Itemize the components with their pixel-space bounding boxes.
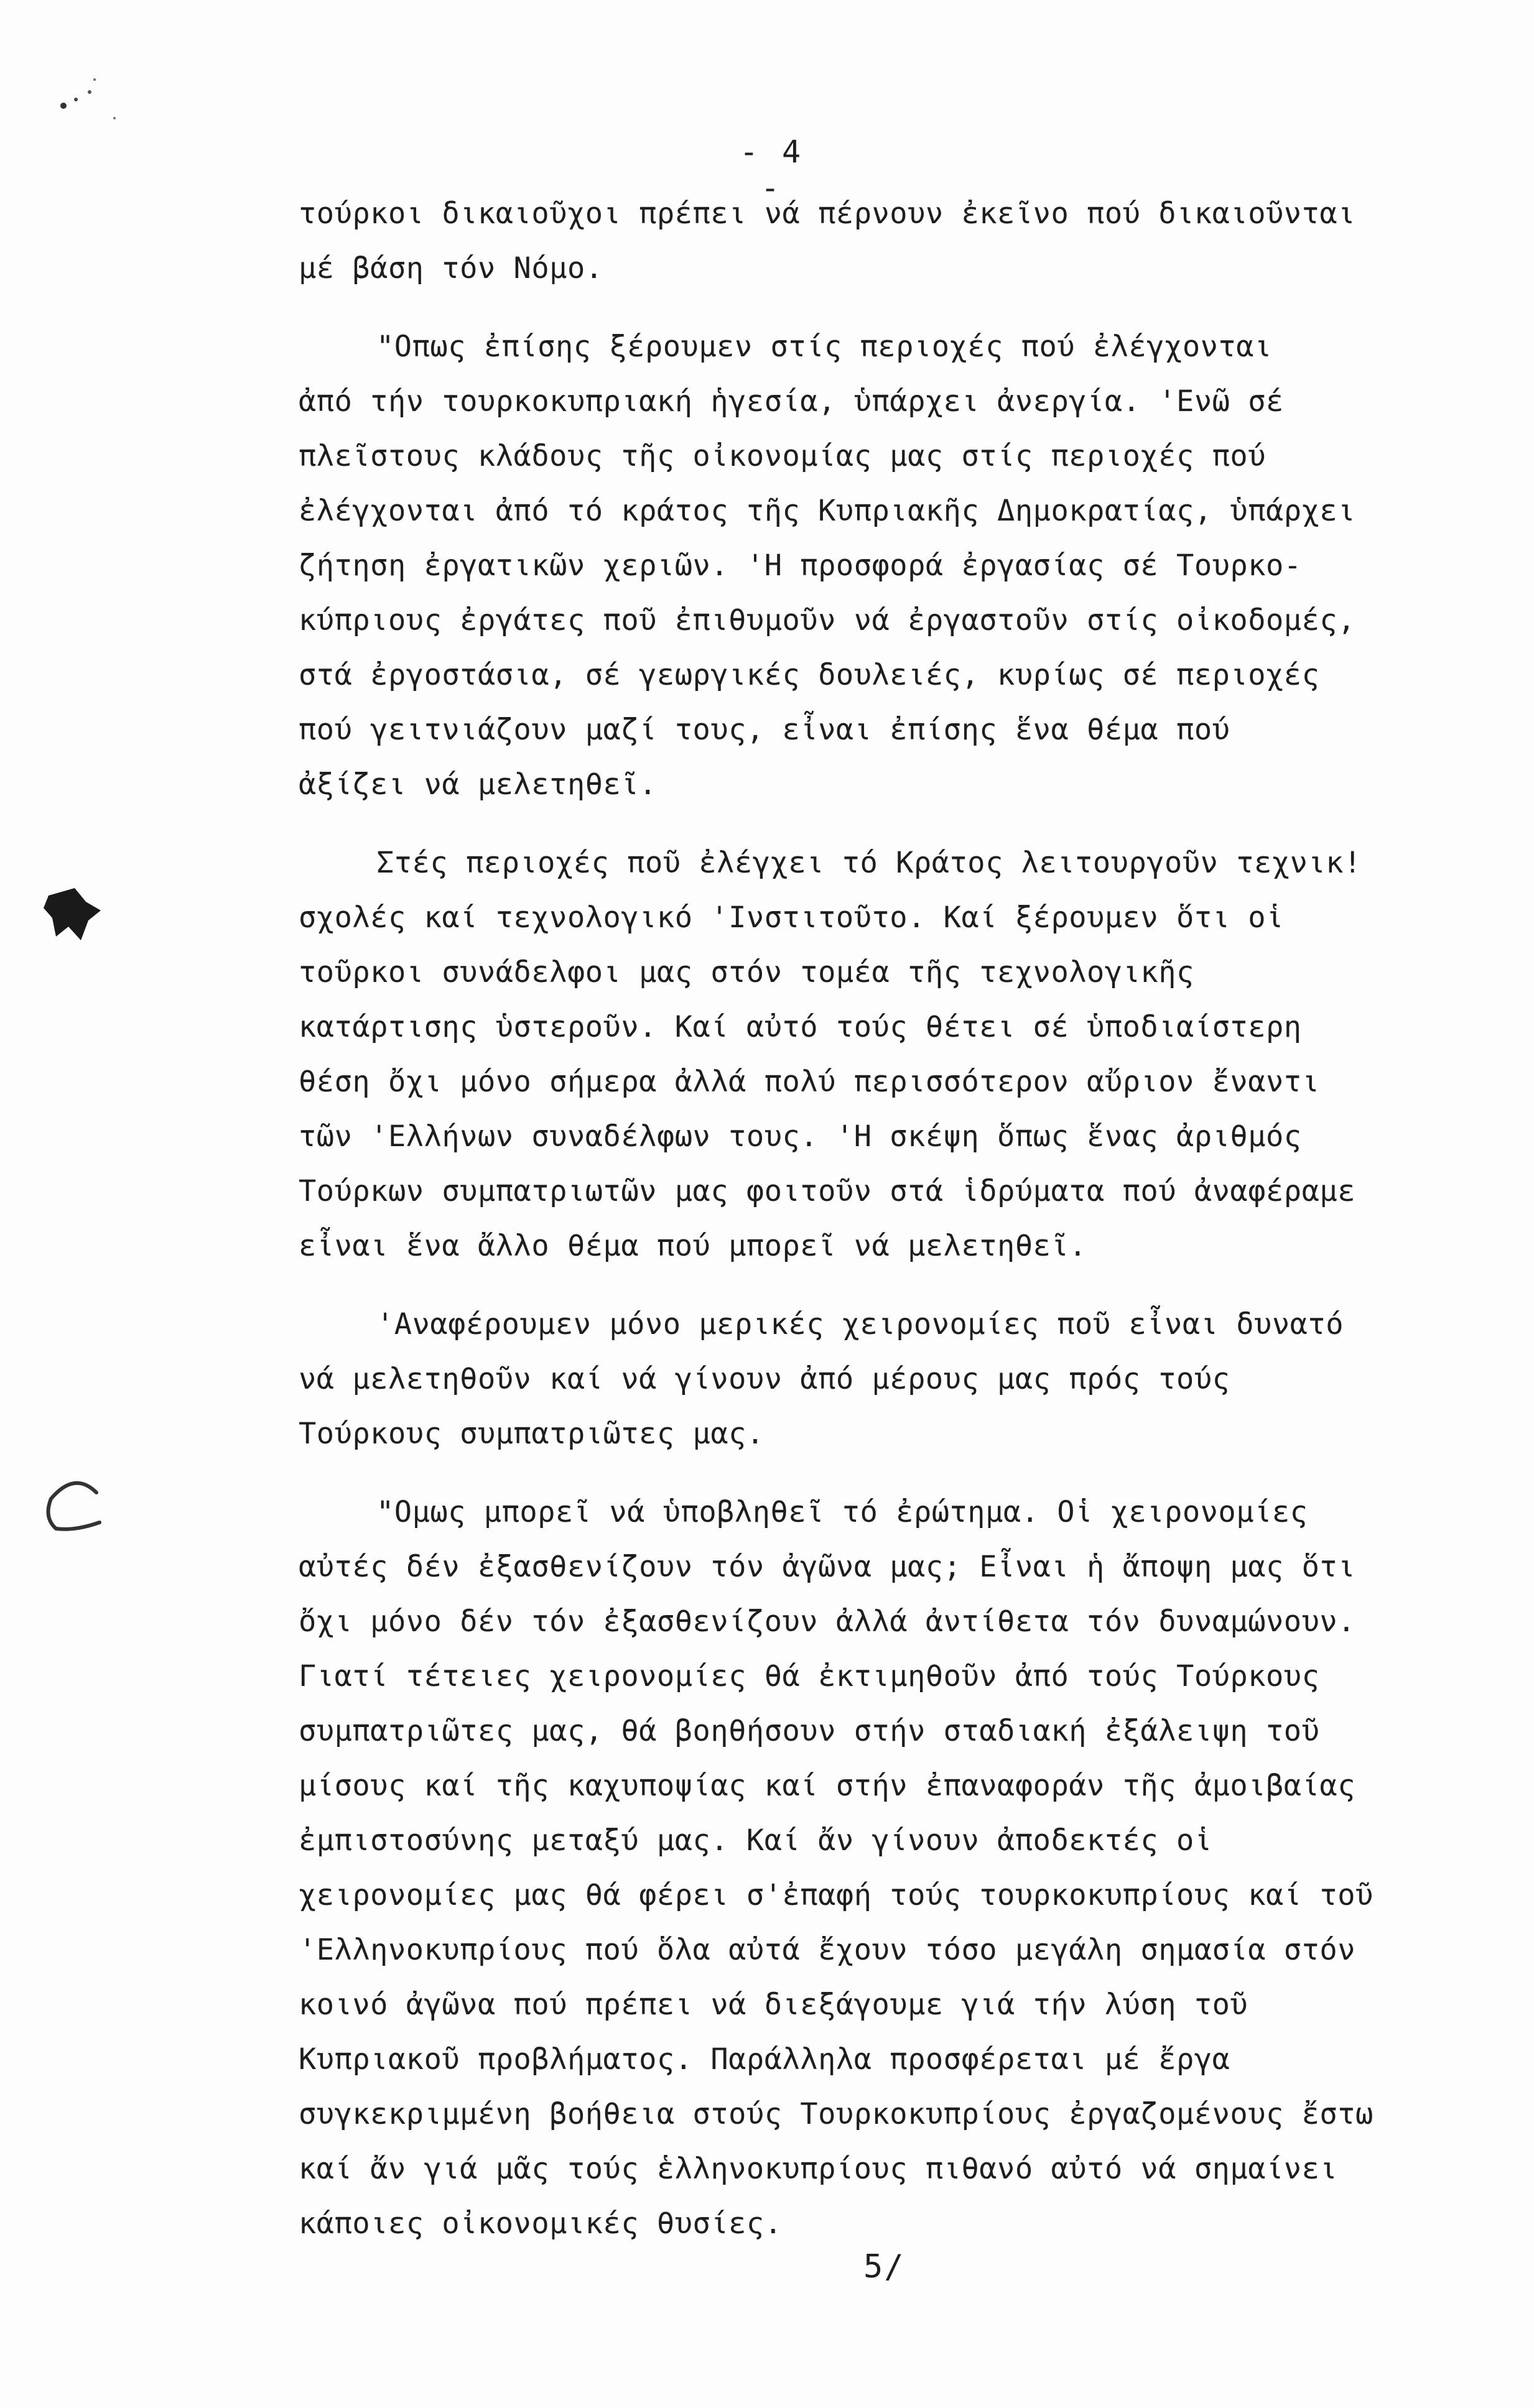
text-line: Τούρκων συμπατριωτῶν μας φοιτοῦν στά ἱδρύματα πού ἀναφέραμε <box>299 1174 1355 1208</box>
text-line: ὄχι μόνο δέν τόν ἐξασθενίζουν ἀλλά ἀντίθετα τόν δυναμώνουν. <box>299 1605 1355 1639</box>
text-line: μέ βάση τόν Νόμο. <box>299 251 603 285</box>
text-line: κοινό ἀγῶνα πού πρέπει νά διεξάγουμε γιά τήν λύση τοῦ <box>299 1988 1248 2022</box>
text-line: Κυπριακοῦ προβλήματος. Παράλληλα προσφέρεται μέ ἔργα <box>299 2042 1230 2077</box>
text-line: ἐμπιστοσύνης μεταξύ μας. Καί ἄν γίνουν ἀποδεκτές οἱ <box>299 1823 1212 1858</box>
paragraph-2 <box>299 320 1418 812</box>
paragraph-gap <box>299 296 1418 320</box>
text-line: 'Αναφέρουμεν μόνο μερικές χειρονομίες ποῦ εἶναι δυνατό <box>376 1307 1344 1341</box>
text-line: αὐτές δέν ἐξασθενίζουν τόν ἀγῶνα μας; Εἶναι ἡ ἄποψη μας ὅτι <box>299 1550 1355 1584</box>
text-line: τῶν 'Ελλήνων συναδέλφων τους. 'Η σκέψη ὅπως ἕνας ἀριθμός <box>299 1119 1302 1154</box>
paragraph-gap <box>299 1274 1418 1297</box>
scan-speck-marks <box>57 68 126 124</box>
text-line: κατάρτισης ὑστεροῦν. Καί αὐτό τούς θέτει σέ ὑποδιαίστερη <box>299 1010 1302 1044</box>
document-body <box>299 187 1418 2251</box>
text-line: κύπριους ἐργάτες ποῦ ἐπιθυμοῦν νά ἐργαστοῦν στίς οἰκοδομές, <box>299 603 1355 637</box>
paragraph-1 <box>299 187 1418 296</box>
text-line: πλεῖστους κλάδους τῆς οἰκονομίας μας στίς περιοχές πού <box>299 439 1267 473</box>
text-line: "Οπως ἐπίσης ξέρουμεν στίς περιοχές πού ἐλέγχονται <box>376 330 1272 364</box>
text-line: νά μελετηθοῦν καί νά γίνουν ἀπό μέρους μας πρός τούς <box>299 1362 1230 1396</box>
text-line: μίσους καί τῆς καχυποψίας καί στήν ἐπαναφοράν τῆς ἀμοιβαίας <box>299 1769 1355 1803</box>
paragraph-3 <box>299 836 1418 1274</box>
paragraph-4 <box>299 1297 1418 1461</box>
paragraph-5 <box>299 1485 1418 2251</box>
text-line: τούρκοι δικαιοῦχοι πρέπει νά πέρνουν ἐκεῖνο πού δικαιοῦνται <box>299 197 1355 231</box>
text-line: Γιατί τέτειες χειρονομίες θά ἐκτιμηθοῦν ἀπό τούς Τούρκους <box>299 1659 1320 1693</box>
text-line: "Ομως μπορεῖ νά ὑποβληθεῖ τό ἐρώτημα. Οἱ χειρονομίες <box>376 1495 1308 1529</box>
text-line: ζήτηση ἐργατικῶν χεριῶν. 'Η προσφορά ἐργασίας σέ Τουρκο- <box>299 549 1302 583</box>
text-line: θέση ὄχι μόνο σήμερα ἀλλά πολύ περισσότερον αὔριον ἔναντι <box>299 1065 1320 1099</box>
text-line: συμπατριῶτες μας, θά βοηθήσουν στήν σταδιακή ἐξάλειψη τοῦ <box>299 1714 1320 1748</box>
text-line: Τούρκους συμπατριῶτες μας. <box>299 1417 765 1451</box>
text-line: τοῦρκοι συνάδελφοι μας στόν τομέα τῆς τεχνολογικῆς <box>299 955 1194 989</box>
text-line: σχολές καί τεχνολογικό 'Ινστιτοῦτο. Καί ξέρουμεν ὅτι οἱ <box>299 901 1284 935</box>
text-line: ἀπό τήν τουρκοκυπριακή ἡγεσία, ὑπάρχει ἀνεργία. 'Ενῶ σέ <box>299 384 1284 419</box>
continuation-marker: 5/ <box>863 2248 905 2285</box>
hole-punch-blot-mark <box>37 883 112 945</box>
hole-punch-arc-mark <box>37 1474 112 1542</box>
text-line: κάποιες οἰκονομικές θυσίες. <box>299 2207 783 2241</box>
text-line: στά ἐργοστάσια, σέ γεωργικές δουλειές, κυρίως σέ περιοχές <box>299 658 1320 692</box>
text-line: 'Ελληνοκυπρίους πού ὅλα αὐτά ἔχουν τόσο μεγάλη σημασία στόν <box>299 1933 1355 1967</box>
page-number: - 4 - <box>739 134 804 206</box>
text-line: Στές περιοχές ποῦ ἐλέγχει τό Κράτος λειτουργοῦν τεχνικ! <box>376 846 1362 880</box>
text-line: ἐλέγχονται ἀπό τό κράτος τῆς Κυπριακῆς Δημοκρατίας, ὑπάρχει <box>299 494 1355 528</box>
text-line: πού γειτνιάζουν μαζί τους, εἶναι ἐπίσης ἕνα θέμα πού <box>299 713 1230 747</box>
paragraph-gap <box>299 1461 1418 1485</box>
text-line: καί ἄν γιά μᾶς τούς ἑλληνοκυπρίους πιθανό αὐτό νά σημαίνει <box>299 2152 1338 2186</box>
text-line: χειρονομίες μας θά φέρει σ'ἐπαφή τούς τουρκοκυπρίους καί τοῦ <box>299 1878 1374 1912</box>
text-line: συγκεκριμμένη βοήθεια στούς Τουρκοκυπρίους ἐργαζομένους ἔστω <box>299 2097 1374 2131</box>
paragraph-gap <box>299 812 1418 836</box>
text-line: εἶναι ἕνα ἄλλο θέμα πού μπορεῖ νά μελετηθεῖ. <box>299 1229 1087 1263</box>
text-line: ἀξίζει νά μελετηθεῖ. <box>299 767 657 802</box>
